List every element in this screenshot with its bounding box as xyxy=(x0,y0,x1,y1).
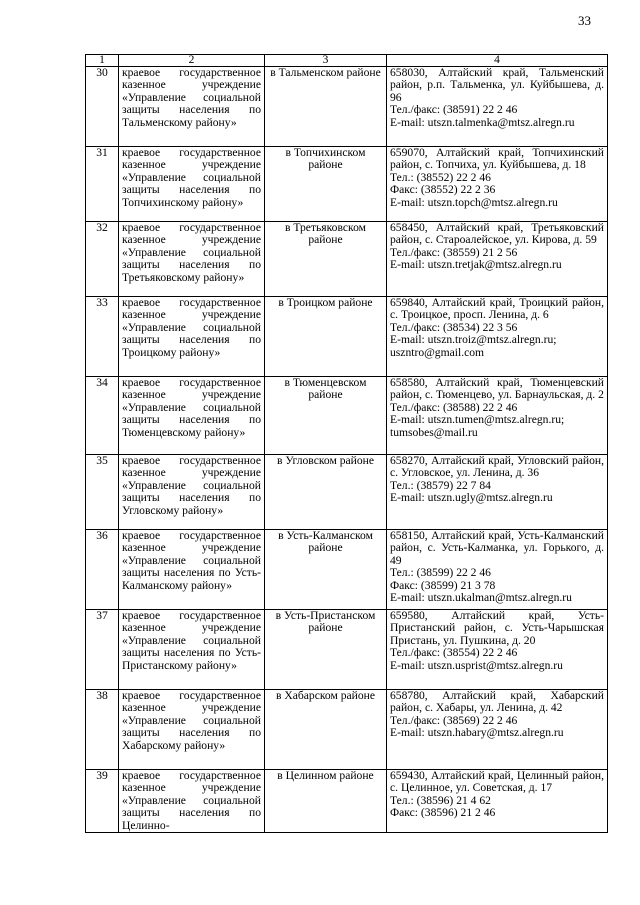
contact-line: 658780, Алтайский край, Хабарский район, с. Хабары, ул. Ленина, д. 42 xyxy=(390,689,604,715)
contact-line: E-mail: utszn.talmenka@mtsz.alregn.ru xyxy=(390,115,575,129)
contact-info xyxy=(387,222,608,297)
contact-line: E-mail: utszn.ukalman@mtsz.alregn.ru xyxy=(390,591,572,605)
contact-line: 658150, Алтайский край, Усть-Калманский район, с. Усть-Калманка, ул. Горького, д. 49 xyxy=(390,529,604,567)
contact-line: 658270, Алтайский край, Угловский район, с. Угловское, ул. Ленина, д. 36 xyxy=(390,454,604,480)
column-header: 1 xyxy=(86,55,119,67)
contact-alt-email: uszntro@gmail.com xyxy=(390,345,485,359)
contact-line: E-mail: utszn.topch@mtsz.alregn.ru xyxy=(390,195,558,209)
contact-info xyxy=(387,770,608,833)
institution-name: краевое государственное казенное учреждение «Управление социальной защиты населения по Усть-Пристанскому району» xyxy=(119,610,265,690)
district-location: в Тальменском районе xyxy=(265,67,387,147)
contact-line: Тел.: (38579) 22 7 84 xyxy=(390,478,491,492)
district-location: в Троицком районе xyxy=(265,297,387,377)
row-number: 35 xyxy=(86,455,119,530)
contact-line: Тел./факс: (38588) 22 2 46 xyxy=(390,400,518,414)
contact-line: E-mail: utszn.ugly@mtsz.alregn.ru xyxy=(390,491,553,505)
district-location: в Хабарском районе xyxy=(265,690,387,770)
contact-line: E-mail: utszn.habary@mtsz.alregn.ru xyxy=(390,726,564,740)
table-row xyxy=(86,530,608,610)
contact-line: Тел./факс: (38569) 22 2 46 xyxy=(390,713,518,727)
table-row xyxy=(86,297,608,377)
contact-line: Факс: (38596) 21 2 46 xyxy=(390,806,496,820)
institution-name: краевое государственное казенное учреждение «Управление социальной защиты населения по Топчихинскому району» xyxy=(119,147,265,222)
contact-line: 658450, Алтайский край, Третьяковский район, с. Староалейское, ул. Кирова, д. 59 xyxy=(390,221,604,247)
district-location: в Угловском районе xyxy=(265,455,387,530)
contact-line: 658030, Алтайский край, Тальменский район, р.п. Тальменка, ул. Куйбышева, д. 96 xyxy=(390,66,604,104)
contact-info xyxy=(387,610,608,690)
contact-line: 659580, Алтайский край, Усть-Пристанский район, с. Усть-Чарышская Пристань, ул. Пушкина, д. 20 xyxy=(390,609,604,647)
table-header-row xyxy=(86,55,608,67)
row-number: 30 xyxy=(86,67,119,147)
contact-info xyxy=(387,377,608,455)
row-number: 36 xyxy=(86,530,119,610)
contact-info xyxy=(387,690,608,770)
contact-info xyxy=(387,455,608,530)
contact-line: 659430, Алтайский край, Целинный район, с. Целинное, ул. Советская, д. 17 xyxy=(390,769,604,795)
contact-line: E-mail: utszn.troiz@mtsz.alregn.ru; xyxy=(390,333,557,347)
contact-info xyxy=(387,297,608,377)
row-number: 32 xyxy=(86,222,119,297)
table-row xyxy=(86,610,608,690)
contact-info xyxy=(387,147,608,222)
institution-name: краевое государственное казенное учреждение «Управление социальной защиты населения по Третьяковскому району» xyxy=(119,222,265,297)
table-row xyxy=(86,377,608,455)
contact-line: Тел.: (38552) 22 2 46 xyxy=(390,170,491,184)
contact-alt-email: tumsobes@mail.ru xyxy=(390,425,478,439)
district-location: в Топчихинском районе xyxy=(265,147,387,222)
district-location: в Целинном районе xyxy=(265,770,387,833)
district-location: в Усть-Пристанском районе xyxy=(265,610,387,690)
institution-name: краевое государственное казенное учреждение «Управление социальной защиты населения по Целинно- xyxy=(119,770,265,833)
table-row xyxy=(86,222,608,297)
contact-line: 659840, Алтайский край, Троицкий район, с. Троицкое, просп. Ленина, д. 6 xyxy=(390,296,604,322)
row-number: 33 xyxy=(86,297,119,377)
row-number: 31 xyxy=(86,147,119,222)
column-header: 2 xyxy=(119,55,265,67)
row-number: 37 xyxy=(86,610,119,690)
contact-line: Тел./факс: (38559) 21 2 56 xyxy=(390,245,518,259)
column-header: 4 xyxy=(387,55,608,67)
district-location: в Усть-Калманском районе xyxy=(265,530,387,610)
table-body xyxy=(86,67,608,833)
table-row xyxy=(86,770,608,833)
table-row xyxy=(86,147,608,222)
contact-info xyxy=(387,67,608,147)
contact-line: Тел./факс: (38591) 22 2 46 xyxy=(390,103,518,117)
contact-line: 659070, Алтайский край, Топчихинский район, с. Топчиха, ул. Куйбышева, д. 18 xyxy=(390,146,604,172)
row-number: 34 xyxy=(86,377,119,455)
institutions-table xyxy=(85,54,608,833)
district-location: в Третьяковском районе xyxy=(265,222,387,297)
institution-name: краевое государственное казенное учреждение «Управление социальной защиты населения по Тальменскому району» xyxy=(119,67,265,147)
table-row xyxy=(86,67,608,147)
contact-line: Тел.: (38599) 22 2 46 xyxy=(390,566,491,580)
contact-line: E-mail: utszn.usprist@mtsz.alregn.ru xyxy=(390,658,563,672)
institution-name: краевое государственное казенное учреждение «Управление социальной защиты населения по Тюменцевскому району» xyxy=(119,377,265,455)
table-row xyxy=(86,690,608,770)
contact-line: Факс: (38552) 22 2 36 xyxy=(390,183,496,197)
contact-line: 658580, Алтайский край, Тюменцевский район, с. Тюменцево, ул. Барнаульская, д. 2 xyxy=(390,376,604,402)
institution-name: краевое государственное казенное учреждение «Управление социальной защиты населения по Угловскому району» xyxy=(119,455,265,530)
column-header: 3 xyxy=(265,55,387,67)
row-number: 39 xyxy=(86,770,119,833)
table-row xyxy=(86,455,608,530)
row-number: 38 xyxy=(86,690,119,770)
institution-name: краевое государственное казенное учреждение «Управление социальной защиты населения по Хабарскому району» xyxy=(119,690,265,770)
institution-name: краевое государственное казенное учреждение «Управление социальной защиты населения по Усть-Калманскому району» xyxy=(119,530,265,610)
contact-line: Тел./факс: (38554) 22 2 46 xyxy=(390,646,518,660)
institution-name: краевое государственное казенное учреждение «Управление социальной защиты населения по Троицкому району» xyxy=(119,297,265,377)
contact-line: Тел.: (38596) 21 4 62 xyxy=(390,793,491,807)
contact-line: Тел./факс: (38534) 22 3 56 xyxy=(390,320,518,334)
contact-info xyxy=(387,530,608,610)
page-number: 33 xyxy=(578,13,591,28)
contact-line: E-mail: utszn.tretjak@mtsz.alregn.ru xyxy=(390,258,562,272)
contact-line: Факс: (38599) 21 3 78 xyxy=(390,578,496,592)
contact-line: E-mail: utszn.tumen@mtsz.alregn.ru; xyxy=(390,413,565,427)
district-location: в Тюменцевском районе xyxy=(265,377,387,455)
